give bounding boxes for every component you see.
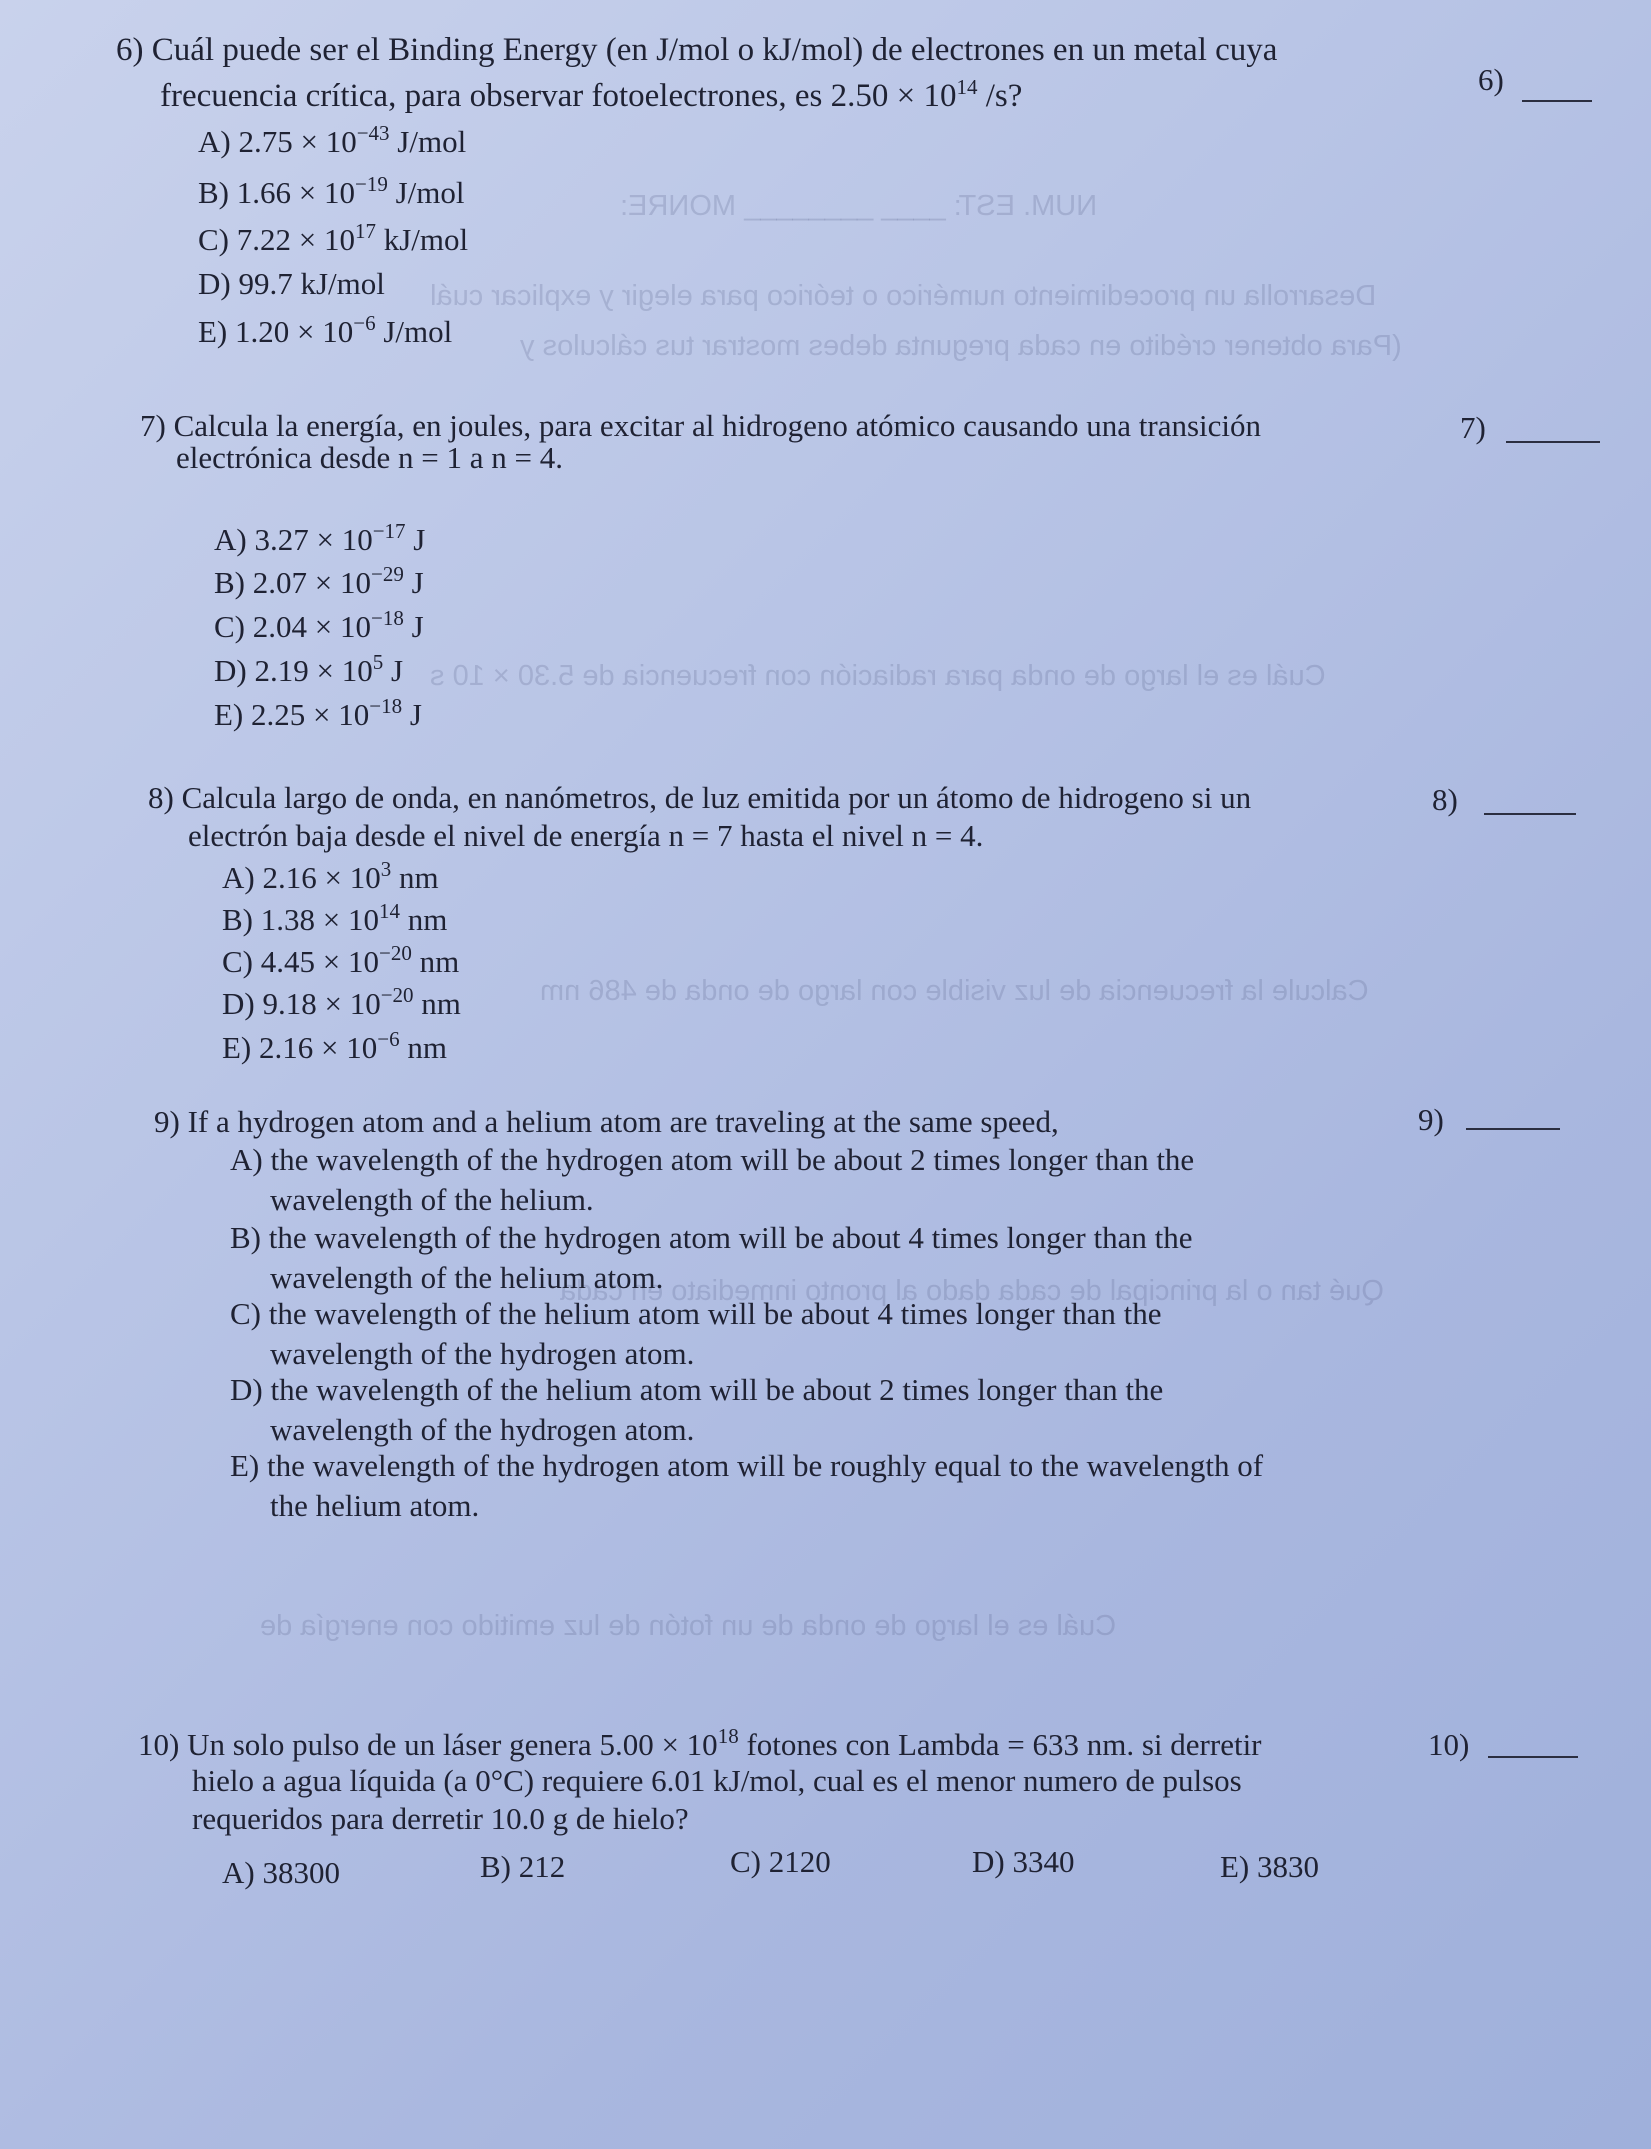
- bleed-through-text: Desarrolla un procedimiento numérico o teórico para elegir y explicar cuál: [430, 280, 1377, 312]
- q10-option-c[interactable]: C) 2120: [730, 1844, 831, 1879]
- bleed-through-text: (Para obtener crédito en cada pregunta debes mostrar tus cálculos y: [520, 330, 1402, 362]
- q8-text-line-2: electrón baja desde el nivel de energía n = 7 hasta el nivel n = 4.: [188, 818, 984, 853]
- q6-option-d[interactable]: D) 99.7 kJ/mol: [198, 266, 385, 301]
- q9-option-a-line-1: A) the wavelength of the hydrogen atom will be about 2 times longer than the: [230, 1142, 1195, 1177]
- q7-option-e[interactable]: E) $2.25 \times 10^{-18}$ J: [214, 694, 422, 732]
- q7-option-a[interactable]: A) $3.27 \times 10^{-17}$ J: [214, 519, 426, 557]
- q8-number: 8): [1432, 782, 1458, 817]
- q9-option-c-line-1: C) the wavelength of the helium atom will be about 4 times longer than the: [230, 1296, 1162, 1331]
- q9-option-b-line-2: wavelength of the helium atom.: [270, 1260, 664, 1295]
- q6-option-a[interactable]: A) $2.75 \times 10^{-43}$ J/mol: [198, 121, 467, 159]
- q10-option-e[interactable]: E) 3830: [1220, 1849, 1320, 1884]
- q6-option-c[interactable]: C) $7.22 \times 10^{17}$ kJ/mol: [198, 219, 469, 257]
- q7-answer-blank[interactable]: [1506, 441, 1600, 443]
- q7-text-line-1: 7) Calcula la energía, en joules, para excitar al hidrogeno atómico causando una transición: [140, 408, 1262, 443]
- q9-option-b[interactable]: [230, 1218, 1192, 1298]
- q9-option-b-line-1: B) the wavelength of the hydrogen atom will be about 4 times longer than the: [230, 1220, 1193, 1255]
- q9-option-e[interactable]: [230, 1446, 1263, 1526]
- q9-option-d-line-1: D) the wavelength of the helium atom will be about 2 times longer than the: [230, 1372, 1164, 1407]
- q10-text-line-2: hielo a agua líquida (a 0°C) requiere 6.01 kJ/mol, cual es el menor numero de pulsos: [192, 1763, 1242, 1798]
- q7-option-d[interactable]: D) $2.19 \times 10^5$ J: [214, 650, 404, 688]
- q9-answer-blank[interactable]: [1466, 1128, 1560, 1130]
- q7-text-line-2: electrónica desde n = 1 a n = 4.: [176, 440, 564, 475]
- q9-option-c[interactable]: [230, 1294, 1162, 1374]
- q6-option-b[interactable]: B) $1.66 \times 10^{-19}$ J/mol: [198, 172, 465, 210]
- bleed-through-text: Cuál es el largo de onda para radiación con frecuencia de 5.30 × 10 s: [430, 660, 1326, 692]
- q8-option-a[interactable]: A) $2.16 \times 10^3$ nm: [222, 857, 439, 895]
- q10-text-line-1: 10) Un solo pulso de un láser genera $5.00 \times 10^{18}$ fotones con Lambda = 633 nm. si derretir: [138, 1724, 1262, 1762]
- q7-option-b[interactable]: B) $2.07 \times 10^{-29}$ J: [214, 562, 424, 600]
- q10-option-a[interactable]: A) 38300: [222, 1855, 340, 1890]
- q8-option-c[interactable]: C) $4.45 \times 10^{-20}$ nm: [222, 941, 460, 979]
- q10-text-line-3: requeridos para derretir 10.0 g de hielo?: [192, 1801, 689, 1836]
- q7-option-c[interactable]: C) $2.04 \times 10^{-18}$ J: [214, 606, 424, 644]
- q9-option-d[interactable]: [230, 1370, 1163, 1450]
- q9-option-c-line-2: wavelength of the hydrogen atom.: [270, 1336, 695, 1371]
- q8-answer-blank[interactable]: [1484, 813, 1576, 815]
- q9-option-e-line-1: E) the wavelength of the hydrogen atom will be roughly equal to the wavelength of: [230, 1448, 1264, 1483]
- q6-text-line-1: 6) Cuál puede ser el Binding Energy (en J/mol o kJ/mol) de electrones en un metal cuya: [116, 32, 1278, 68]
- q7-number: 7): [1460, 410, 1486, 445]
- q9-option-a-line-2: wavelength of the helium.: [270, 1182, 594, 1217]
- bleed-through-text: Qué tan o la principal de cada dado al pronto inmediato en cada: [560, 1275, 1384, 1307]
- q9-option-d-line-2: wavelength of the hydrogen atom.: [270, 1412, 695, 1447]
- q8-option-d[interactable]: D) $9.18 \times 10^{-20}$ nm: [222, 983, 461, 1021]
- q10-number: 10): [1428, 1727, 1470, 1762]
- q10-answer-blank[interactable]: [1488, 1756, 1578, 1758]
- bleed-through-text: Calcule la frecuencia de luz visible con largo de onda de 486 nm: [540, 975, 1369, 1007]
- q9-option-a[interactable]: [230, 1140, 1194, 1220]
- q8-option-e[interactable]: E) $2.16 \times 10^{-6}$ nm: [222, 1027, 447, 1065]
- q9-text-line-1: 9) If a hydrogen atom and a helium atom are traveling at the same speed,: [154, 1104, 1059, 1139]
- q10-option-b[interactable]: B) 212: [480, 1849, 566, 1884]
- bleed-through-text: Cuál es el largo de onda de un fotón de luz emitido con energía de: [260, 1610, 1117, 1642]
- q9-option-e-line-2: the helium atom.: [270, 1488, 480, 1523]
- q6-answer-blank[interactable]: [1522, 100, 1592, 102]
- q10-option-d[interactable]: D) 3340: [972, 1844, 1075, 1879]
- q6-number: 6): [1478, 62, 1504, 97]
- bleed-through-text: NUM. EST: ____ ________ MONRE:: [620, 190, 1098, 222]
- q8-option-b[interactable]: B) $1.38 \times 10^{14}$ nm: [222, 899, 448, 937]
- q6-text-line-2: frecuencia crítica, para observar fotoelectrones, es $2.50 \times 10^{14}$ /s?: [160, 75, 1023, 114]
- q8-text-line-1: 8) Calcula largo de onda, en nanómetros, de luz emitida por un átomo de hidrogeno si un: [148, 780, 1252, 815]
- q6-option-e[interactable]: E) $1.20 \times 10^{-6}$ J/mol: [198, 311, 453, 349]
- q9-number: 9): [1418, 1102, 1444, 1137]
